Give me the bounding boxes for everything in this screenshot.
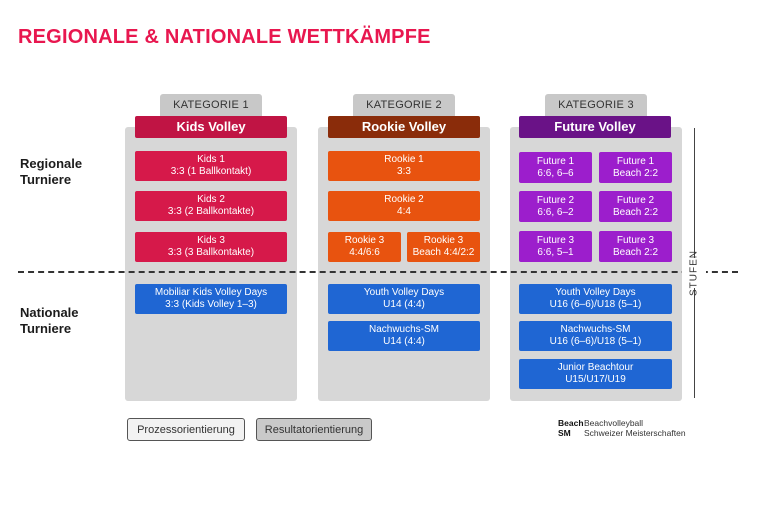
box-line: Junior Beachtour xyxy=(557,362,634,373)
kids-2-box xyxy=(135,191,287,221)
row-label-national xyxy=(20,305,120,337)
future-2-beach-box xyxy=(599,191,672,222)
future-2-box xyxy=(519,191,592,222)
box-line: Kids 2 xyxy=(197,194,225,205)
box-line: Rookie 3 xyxy=(344,235,385,246)
box-line: U16 (6–6)/U18 (5–1) xyxy=(549,299,642,310)
row-label-line: Regionale xyxy=(20,156,83,171)
box-line: Nachwuchs-SM xyxy=(560,324,631,335)
row-label-line: Turniere xyxy=(20,172,72,187)
legend-abbr: SM xyxy=(558,428,571,438)
box-line: Future 1 xyxy=(536,155,575,167)
box-line: 3:3 (3 Ballkontakte) xyxy=(167,247,255,258)
column-header-rookie-volley: Rookie Volley xyxy=(328,116,480,138)
box-line: Youth Volley Days xyxy=(363,287,445,298)
column-header-future-volley: Future Volley xyxy=(519,116,671,138)
rookie-1-box xyxy=(328,151,480,181)
row-label-line: Nationale xyxy=(20,305,79,320)
box-line: U15/U17/U19 xyxy=(565,374,626,385)
rookie-2-box xyxy=(328,191,480,221)
kids-volley-days-box xyxy=(135,284,287,314)
future-3-box xyxy=(519,231,592,262)
page-title: REGIONALE & NATIONALE WETTKÄMPFE xyxy=(18,26,431,48)
box-line: Nachwuchs-SM xyxy=(368,324,440,335)
future-3-beach-box xyxy=(599,231,672,262)
box-line: Beach 4:4/2:2 xyxy=(412,247,475,258)
box-line: 3:3 (Kids Volley 1–3) xyxy=(165,299,257,310)
stufen-label-box xyxy=(682,250,706,296)
process-orientation-button[interactable]: Prozessorientierung xyxy=(127,418,245,441)
box-line: 4:4 xyxy=(397,206,411,217)
row-label-regional xyxy=(20,156,120,188)
future-1-beach-box xyxy=(599,152,672,183)
box-line: Rookie 1 xyxy=(384,154,424,165)
box-line: Beach 2:2 xyxy=(612,206,659,218)
box-line: Future 3 xyxy=(536,234,575,246)
box-line: 3:3 xyxy=(397,166,411,177)
box-line: Future 1 xyxy=(616,155,655,167)
column-header-kids-volley: Kids Volley xyxy=(135,116,287,138)
box-line: U14 (4:4) xyxy=(383,336,425,347)
box-line: Youth Volley Days xyxy=(555,287,636,298)
box-line: 3:3 (1 Ballkontakt) xyxy=(170,166,252,177)
box-line: Mobiliar Kids Volley Days xyxy=(154,287,268,298)
box-line: 6:6, 6–6 xyxy=(537,167,574,179)
box-line: Kids 3 xyxy=(197,235,225,246)
nachwuchs-sm-u14-box xyxy=(328,321,480,351)
box-line: Beach 2:2 xyxy=(612,246,659,258)
future-1-box xyxy=(519,152,592,183)
legend-abbr: Beach xyxy=(558,418,584,428)
box-line: 6:6, 6–2 xyxy=(537,206,574,218)
category-tab-1: KATEGORIE 1 xyxy=(160,94,262,118)
category-tab-2: KATEGORIE 2 xyxy=(353,94,455,118)
legend xyxy=(558,418,686,438)
box-line: 3:3 (2 Ballkontakte) xyxy=(167,206,255,217)
box-line: Future 3 xyxy=(616,234,655,246)
box-line: 4:4/6:6 xyxy=(349,247,380,258)
kids-3-box xyxy=(135,232,287,262)
nachwuchs-sm-u16-box xyxy=(519,321,672,351)
result-orientation-button[interactable]: Resultatorientierung xyxy=(256,418,372,441)
row-label-line: Turniere xyxy=(20,321,72,336)
box-line: Rookie 2 xyxy=(384,194,424,205)
box-line: Kids 1 xyxy=(197,154,225,165)
category-tab-3: KATEGORIE 3 xyxy=(545,94,647,118)
box-line: Future 2 xyxy=(536,194,575,206)
rookie-3-beach-box xyxy=(407,232,480,262)
youth-volley-days-u16-box xyxy=(519,284,672,314)
box-line: Beach 2:2 xyxy=(612,167,659,179)
youth-volley-days-u14-box xyxy=(328,284,480,314)
box-line: Future 2 xyxy=(616,194,655,206)
box-line: 6:6, 5–1 xyxy=(537,246,574,258)
box-line: Rookie 3 xyxy=(423,235,464,246)
box-line: U16 (6–6)/U18 (5–1) xyxy=(549,336,642,347)
legend-item xyxy=(558,418,686,428)
stufen-label: STUFEN xyxy=(688,250,700,296)
junior-beachtour-box xyxy=(519,359,672,389)
rookie-3-box xyxy=(328,232,401,262)
box-line: U14 (4:4) xyxy=(383,299,425,310)
legend-text: Beachvolleyball xyxy=(584,418,644,428)
regional-national-divider xyxy=(18,271,738,273)
legend-text: Schweizer Meisterschaften xyxy=(584,428,686,438)
legend-item xyxy=(558,428,686,438)
kids-1-box xyxy=(135,151,287,181)
